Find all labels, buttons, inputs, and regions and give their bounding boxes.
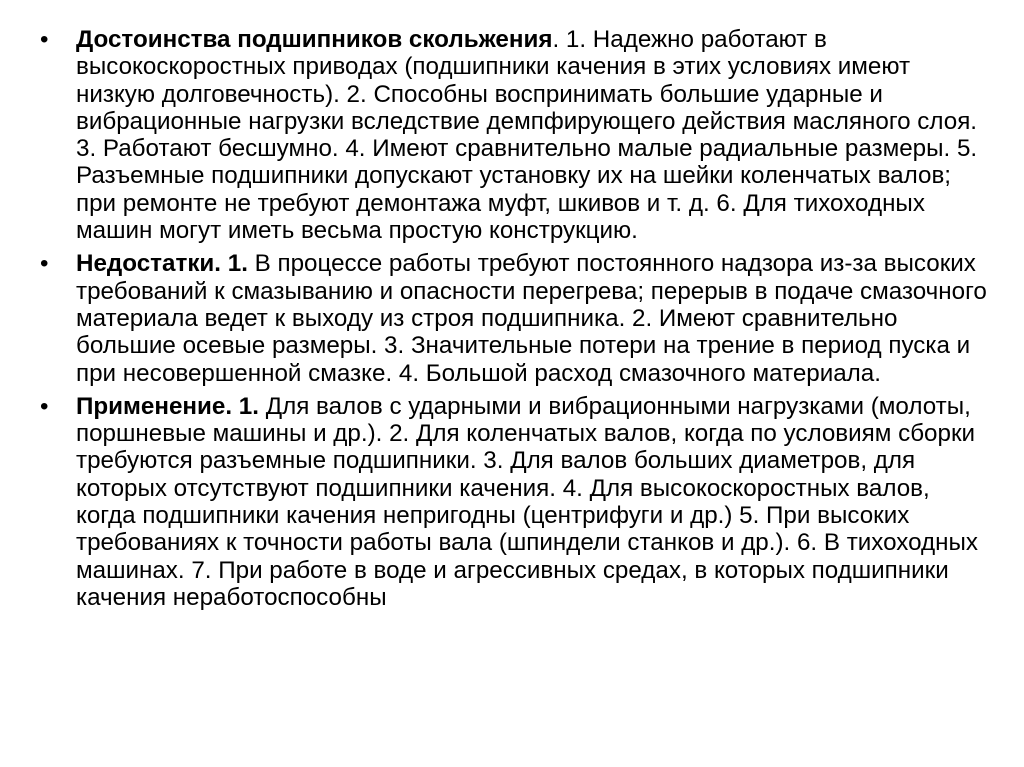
advantages-text: . 1. Надежно работают в высокоскоростных приводах (подшипники качения в этих условиях имеют низкую долговечность). 2. Способны воспринимать большие ударные и вибрационные нагрузки вследствие демпфирующего действия масляного слоя. 3. Работают бесшумно. 4. Имеют сравнительно малые радиальные размеры. 5. Разъемные подшипники допускают установку их на шейки коленчатых валов; при ремонте не требуют демонтажа муфт, шкивов и т. д. 6. Для тихоходных машин могут иметь весьма простую конструкцию. bbox=[76, 26, 978, 245]
applications-heading: Применение. 1. bbox=[76, 392, 259, 420]
disadvantages-heading: Недостатки. 1. bbox=[76, 250, 248, 278]
bullet-icon: • bbox=[40, 392, 49, 420]
bullet-item-advantages bbox=[40, 26, 990, 244]
bullet-icon: • bbox=[40, 26, 49, 53]
applications-text: Для валов с ударными и вибрационными нагрузками (молоты, поршневые машины и др.). 2. Для коленчатых валов, когда по условиям сборки требуются разъемные подшипники. 3. Для валов больших диаметров, для которых отсутствуют подшипники качения. 4. Для высокоскоростных валов, когда подшипники качения непригодны (центрифуги и др.) 5. При высоких требованиях к точности работы вала (шпиндели станков и др.). 6. В тихоходных машинах. 7. При работе в воде и агрессивных средах, в которых подшипники качения неработоспособны bbox=[76, 392, 978, 611]
bullet-item-applications bbox=[40, 393, 990, 611]
bullet-item-disadvantages bbox=[40, 250, 990, 386]
advantages-heading: Достоинства подшипников скольжения bbox=[76, 26, 553, 53]
bullet-icon: • bbox=[40, 250, 49, 278]
disadvantages-text: В процессе работы требуют постоянного надзора из-за высоких требований к смазыванию и опасности перегрева; перерыв в подаче смазочного материала ведет к выходу из строя подшипника. 2. Имеют сравнительно большие осевые размеры. 3. Значительные потери на трение в период пуска и при несовершенной смазке. 4. Большой расход смазочного материала. bbox=[76, 250, 987, 387]
bullet-list bbox=[40, 26, 990, 617]
